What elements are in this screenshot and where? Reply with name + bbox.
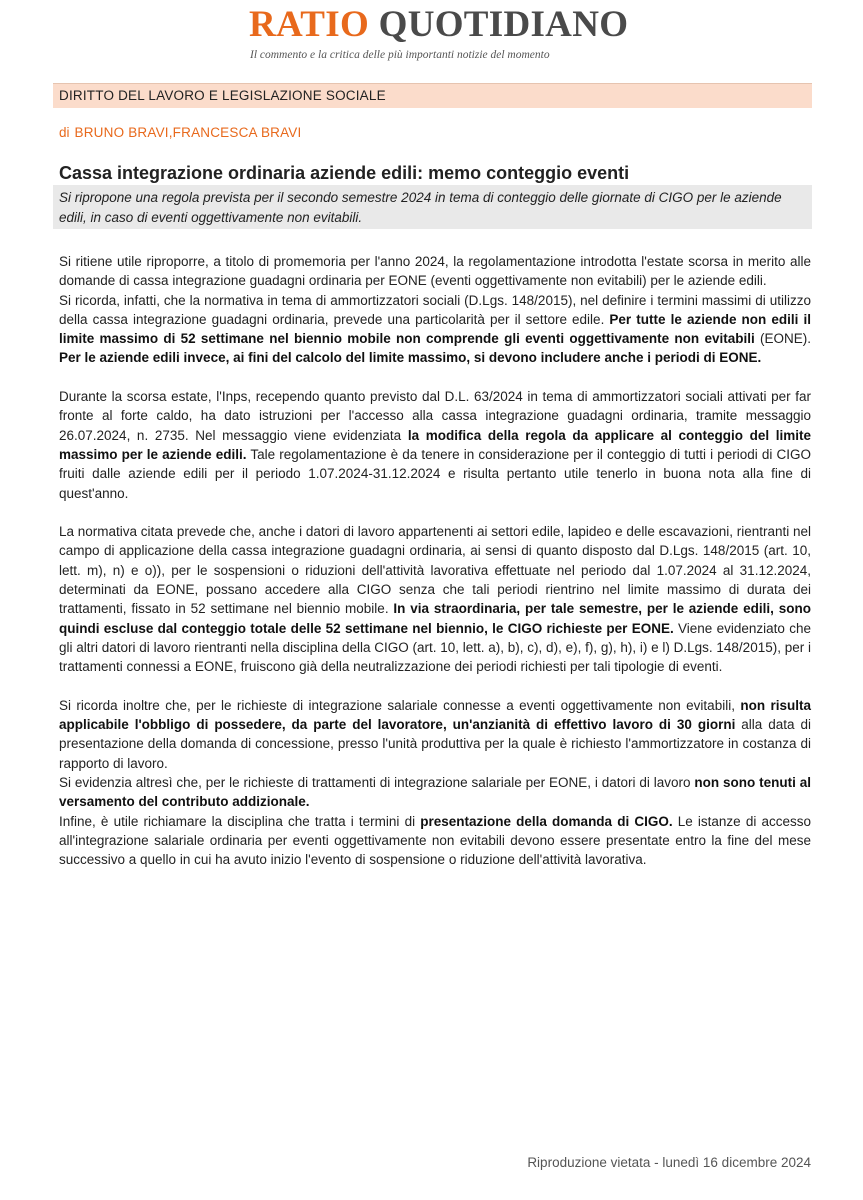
subtitle-box bbox=[53, 185, 812, 229]
article-title: Cassa integrazione ordinaria aziende edili: memo conteggio eventi bbox=[59, 163, 630, 183]
paragraph: La normativa citata prevede che, anche i datori di lavoro appartenenti ai settori edile, lapideo e delle escavazioni, rientranti nel campo di applicazione della cassa integrazione guadagni ordinaria, ai sensi di quanto disposto dal D.Lgs. 148/2015 (art. 10, lett. m), n) e o)), per le sospensioni o riduzioni dell'attività lavorativa effettuate nel periodo dal 1.07.2024 al 31.12.2024, determinati da EONE, possano accedere alla CIGO senza che tali periodi rientrino nel limite massimo di durata dei trattamenti, fissato in 52 settimane nel biennio mobile. In via straordinaria, per tale semestre, per le aziende edili, sono quindi escluse dal conteggio totale delle 52 settimane nel biennio, le CIGO richieste per EONE. Viene evidenziato che gli altri datori di lavoro rientranti nella disciplina della CIGO (art. 10, lett. a), b), c), d), e), f), g), h), i) e l) D.Lgs. 148/2015), per i trattamenti connessi a EONE, fruiscono già della neutralizzazione dei periodi richiesti per tali tipologie di eventi. bbox=[59, 524, 811, 675]
category-label: DIRITTO DEL LAVORO E LEGISLAZIONE SOCIALE bbox=[59, 88, 386, 103]
paragraph: Si evidenzia altresì che, per le richieste di trattamenti di integrazione salariale per EONE, i datori di lavoro non sono tenuti al versamento del contributo addizionale. bbox=[59, 775, 811, 810]
byline bbox=[59, 125, 301, 141]
paragraph: Durante la scorsa estate, l'Inps, recependo quanto previsto dal D.L. 63/2024 in tema di ammortizzatori sociali attivati per far fronte al forte caldo, ha dato istruzioni per l'accesso alla cassa integrazione guadagni ordinaria, tramite messaggio 26.07.2024, n. 2735. Nel messaggio viene evidenziata la modifica della regola da applicare al conteggio del limite massimo per le aziende edili. Tale regolamentazione è da tenere in considerazione per il conteggio di tutti i periodi di CIGO fruiti dalle aziende edili per il periodo 1.07.2024-31.12.2024 e risulta pertanto utile tenerlo in buona nota alla fine di quest'anno. bbox=[59, 389, 811, 501]
brand-tagline: Il commento e la critica delle più importanti notizie del momento bbox=[250, 49, 550, 61]
masthead bbox=[0, 0, 863, 70]
brand-logo bbox=[249, 4, 629, 46]
footer-note: Riproduzione vietata - lunedì 16 dicembre 2024 bbox=[527, 1155, 811, 1170]
paragraph: Si ricorda, infatti, che la normativa in tema di ammortizzatori sociali (D.Lgs. 148/2015), nel definire i termini massimi di utilizzo della cassa integrazione guadagni ordinaria, prevede una particolarità per il settore edile. Per tutte le aziende non edili il limite massimo di 52 settimane nel biennio mobile non comprende gli eventi oggettivamente non evitabili (EONE). Per le aziende edili invece, ai fini del calcolo del limite massimo, si devono includere anche i periodi di EONE. bbox=[59, 292, 811, 366]
paragraph: Si ritiene utile riproporre, a titolo di promemoria per l'anno 2024, la regolamentazione introdotta l'estate scorsa in merito alle domande di cassa integrazione guadagni ordinaria per EONE (eventi oggettivamente non evitabili) per le aziende edili. bbox=[59, 254, 811, 289]
brand-ratio: RATIO bbox=[249, 4, 379, 45]
brand-quotidiano: QUOTIDIANO bbox=[378, 4, 629, 45]
byline-prefix: di bbox=[59, 125, 70, 140]
paragraph: Si ricorda inoltre che, per le richieste di integrazione salariale connesse a eventi oggettivamente non evitabili, non risulta applicabile l'obbligo di possedere, da parte del lavoratore, un'anzianità di effettivo lavoro di 30 giorni alla data di presentazione della domanda di concessione, presso l'unità produttiva per la quale è richiesto l'ammortizzatore in costanza di rapporto di lavoro. bbox=[59, 697, 811, 771]
article-body bbox=[59, 252, 811, 870]
article-subtitle: Si ripropone una regola prevista per il secondo semestre 2024 in tema di conteggio delle giornate di CIGO per le aziende edili, in caso di eventi oggettivamente non evitabili. bbox=[59, 190, 782, 225]
category-bar bbox=[53, 83, 812, 108]
paragraph: Infine, è utile richiamare la disciplina che tratta i termini di presentazione della domanda di CIGO. Le istanze di accesso all'integrazione salariale ordinaria per eventi oggettivamente non evitabili devono essere presentate entro la fine del mese successivo a quello in cui ha avuto inizio l'evento di sospensione o riduzione dell'attività lavorativa. bbox=[59, 813, 812, 868]
byline-authors[interactable]: BRUNO BRAVI,FRANCESCA BRAVI bbox=[74, 125, 302, 140]
